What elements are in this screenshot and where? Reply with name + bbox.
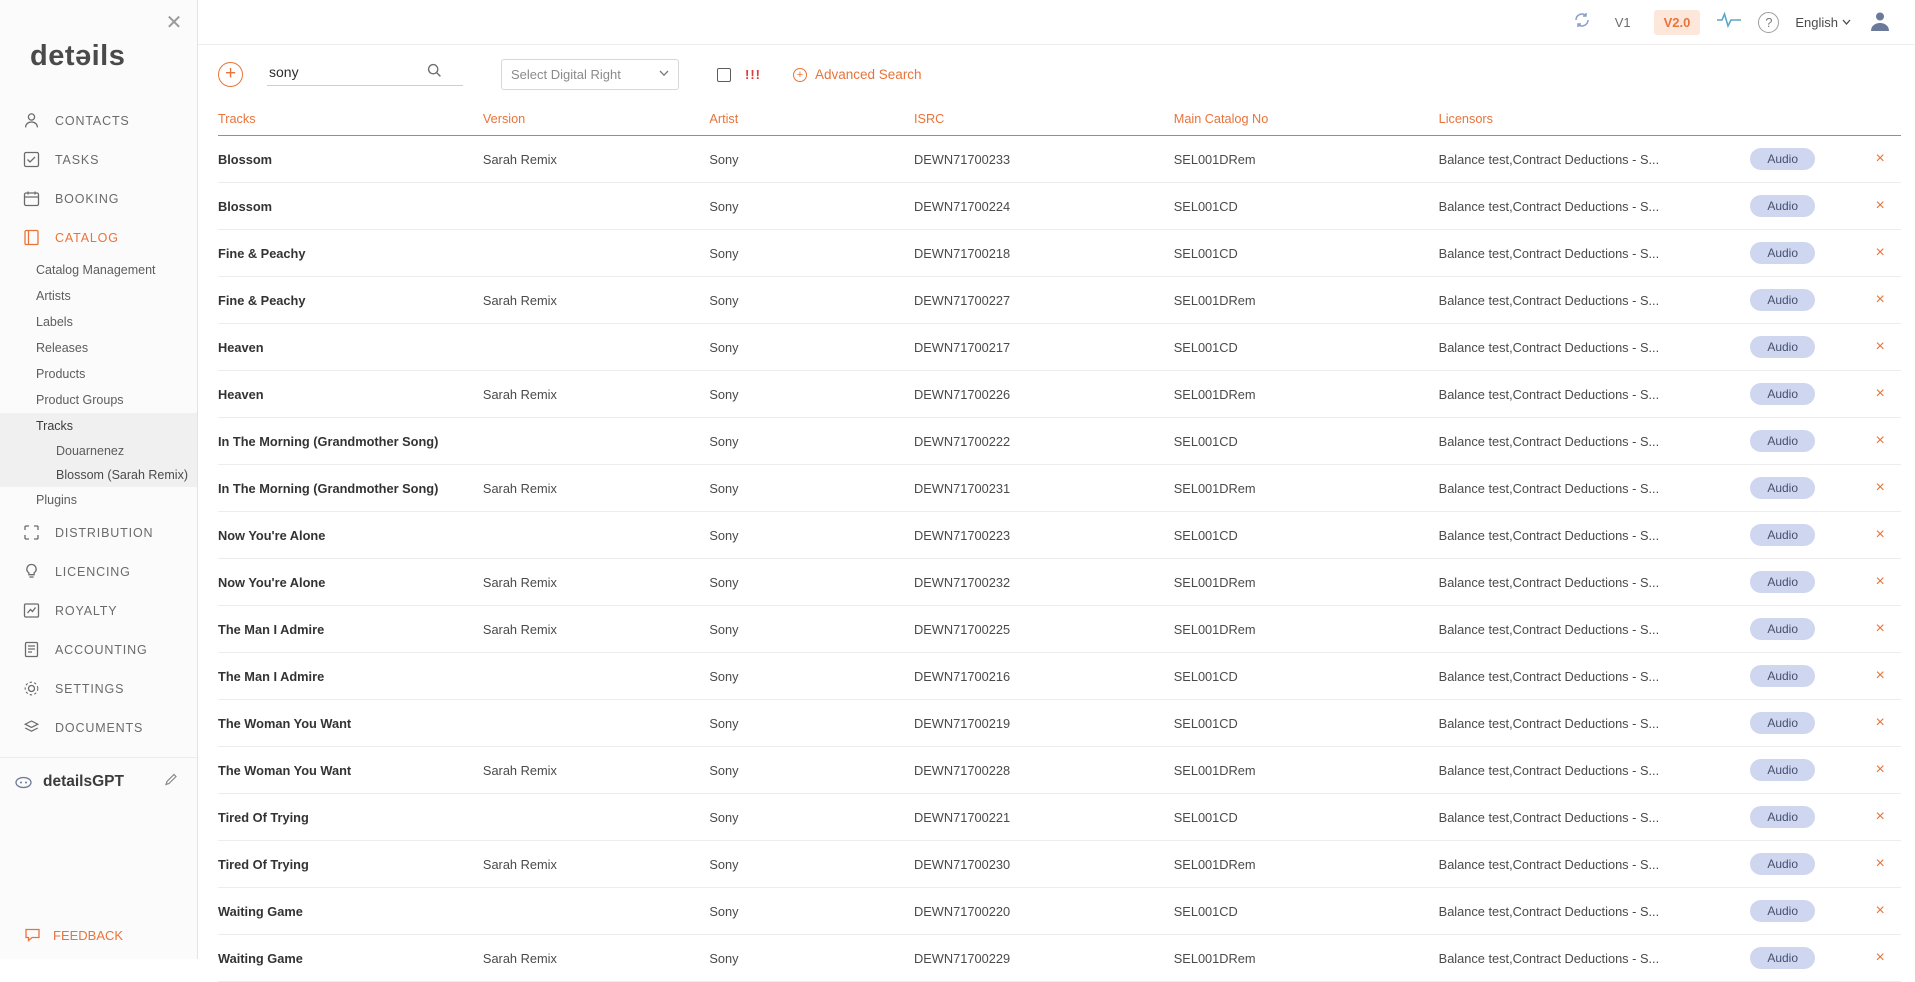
cell-artist: Sony (709, 841, 914, 888)
cell-isrc: DEWN71700229 (914, 935, 1174, 982)
cell-version (483, 512, 709, 559)
status-badge: Audio (1750, 242, 1815, 264)
cell-track[interactable]: The Woman You Want (218, 700, 483, 747)
cell-isrc: DEWN71700232 (914, 559, 1174, 606)
feedback-button[interactable] (0, 926, 123, 945)
sidebar-item-products[interactable]: Products (36, 367, 86, 381)
status-badge: Audio (1750, 336, 1815, 358)
cell-track[interactable]: Waiting Game (218, 888, 483, 935)
cell-catalog: SEL001CD (1174, 418, 1439, 465)
cell-type (1750, 559, 1859, 606)
catalog-submenu (0, 257, 197, 513)
cell-type (1750, 418, 1859, 465)
booking-icon (22, 189, 41, 208)
status-badge: Audio (1750, 148, 1815, 170)
cell-isrc: DEWN71700225 (914, 606, 1174, 653)
licencing-icon (22, 562, 41, 581)
language-label: English (1795, 14, 1838, 30)
details-gpt-label: detailsGPT (43, 773, 124, 790)
cell-artist: Sony (709, 230, 914, 277)
help-icon[interactable]: ? (1758, 12, 1779, 33)
column-header-isrc[interactable]: ISRC (914, 106, 1174, 136)
licensors-text: Balance test,Contract Deductions - S... (1438, 151, 1660, 167)
search-input[interactable] (267, 63, 427, 81)
catalog-icon (22, 228, 41, 247)
status-badge: Audio (1750, 853, 1815, 875)
table-row[interactable] (218, 606, 1901, 653)
sidebar-item-settings[interactable] (0, 669, 197, 708)
feedback-label: FEEDBACK (53, 928, 124, 943)
sidebar-item-label: DOCUMENTS (55, 720, 144, 735)
table-row[interactable] (218, 230, 1901, 277)
cell-version: Sarah Remix (483, 747, 709, 794)
column-header-tracks[interactable]: Tracks (218, 106, 483, 136)
remove-row-button[interactable]: × (1859, 888, 1901, 935)
cell-licensors (1439, 606, 1751, 653)
cell-track[interactable]: Heaven (218, 371, 483, 418)
cell-catalog: SEL001DRem (1174, 277, 1439, 324)
chevron-down-icon (1842, 19, 1851, 26)
licensors-text: Balance test,Contract Deductions - S... (1438, 574, 1660, 590)
licensors-text: Balance test,Contract Deductions - S... (1438, 292, 1660, 308)
cell-catalog: SEL001DRem (1174, 606, 1439, 653)
cell-version: Sarah Remix (483, 277, 709, 324)
table-row[interactable] (218, 653, 1901, 700)
column-header-main-catalog-no[interactable]: Main Catalog No (1174, 106, 1439, 136)
licensors-text: Balance test,Contract Deductions - S... (1438, 903, 1660, 919)
remove-row-button[interactable]: × (1859, 371, 1901, 418)
column-header-type (1750, 106, 1859, 136)
accounting-icon (22, 640, 41, 659)
status-badge: Audio (1750, 618, 1815, 640)
status-badge: Audio (1750, 947, 1815, 969)
cell-artist: Sony (709, 606, 914, 653)
sidebar-item-royalty[interactable] (0, 591, 197, 630)
cell-type (1750, 230, 1859, 277)
cell-catalog: SEL001CD (1174, 653, 1439, 700)
sidebar-item-distribution[interactable] (0, 513, 197, 552)
cell-track[interactable]: Blossom (218, 136, 483, 183)
add-track-button[interactable]: + (218, 62, 243, 87)
feedback-icon (24, 926, 43, 945)
cell-version (483, 794, 709, 841)
cell-catalog: SEL001DRem (1174, 935, 1439, 982)
cell-licensors (1439, 559, 1751, 606)
close-icon[interactable]: ✕ (165, 12, 183, 34)
cell-track[interactable]: The Man I Admire (218, 606, 483, 653)
licensors-text: Balance test,Contract Deductions - S... (1438, 480, 1660, 496)
royalty-icon (22, 601, 41, 620)
status-badge: Audio (1750, 477, 1815, 499)
table-row[interactable] (218, 935, 1901, 982)
status-badge: Audio (1750, 195, 1815, 217)
cell-type (1750, 747, 1859, 794)
cell-track[interactable]: Blossom (218, 183, 483, 230)
cell-catalog: SEL001DRem (1174, 559, 1439, 606)
status-badge: Audio (1750, 759, 1815, 781)
cell-type (1750, 277, 1859, 324)
plus-circle-icon: + (793, 68, 807, 82)
licensors-text: Balance test,Contract Deductions - S... (1438, 339, 1660, 355)
cell-isrc: DEWN71700218 (914, 230, 1174, 277)
cell-artist: Sony (709, 747, 914, 794)
cell-artist: Sony (709, 700, 914, 747)
sidebar-item-label: CATALOG (55, 230, 119, 245)
cell-licensors (1439, 324, 1751, 371)
cell-artist: Sony (709, 277, 914, 324)
licensors-text: Balance test,Contract Deductions - S... (1438, 809, 1660, 825)
status-badge: Audio (1750, 900, 1815, 922)
cell-isrc: DEWN71700226 (914, 371, 1174, 418)
search-box[interactable] (267, 63, 463, 86)
cell-catalog: SEL001DRem (1174, 465, 1439, 512)
cell-type (1750, 371, 1859, 418)
cell-version: Sarah Remix (483, 841, 709, 888)
cell-licensors (1439, 465, 1751, 512)
cell-licensors (1439, 888, 1751, 935)
sidebar-item-label: SETTINGS (55, 681, 125, 696)
status-badge: Audio (1750, 712, 1815, 734)
cell-artist: Sony (709, 136, 914, 183)
cell-artist: Sony (709, 888, 914, 935)
search-icon[interactable] (427, 63, 442, 81)
status-badge: Audio (1750, 383, 1815, 405)
sidebar-item-blossom-sarah-remix[interactable]: Blossom (Sarah Remix) (0, 463, 197, 487)
cell-isrc: DEWN71700228 (914, 747, 1174, 794)
cell-isrc: DEWN71700222 (914, 418, 1174, 465)
status-badge: Audio (1750, 430, 1815, 452)
cell-artist: Sony (709, 512, 914, 559)
gpt-icon (14, 773, 33, 792)
cell-version: Sarah Remix (483, 559, 709, 606)
cell-type (1750, 183, 1859, 230)
cell-type (1750, 606, 1859, 653)
documents-icon (22, 718, 41, 737)
cell-licensors (1439, 841, 1751, 888)
cell-version: Sarah Remix (483, 371, 709, 418)
cell-version (483, 324, 709, 371)
licensors-text: Balance test,Contract Deductions - S... (1438, 386, 1660, 402)
sidebar-item-label: LICENCING (55, 564, 131, 579)
cell-isrc: DEWN71700230 (914, 841, 1174, 888)
cell-version: Sarah Remix (483, 606, 709, 653)
column-header-version[interactable]: Version (483, 106, 709, 136)
cell-catalog: SEL001CD (1174, 794, 1439, 841)
table-row[interactable] (218, 841, 1901, 888)
status-badge: Audio (1750, 289, 1815, 311)
cell-isrc: DEWN71700217 (914, 324, 1174, 371)
cell-track[interactable]: The Man I Admire (218, 653, 483, 700)
cell-type (1750, 935, 1859, 982)
details-gpt-item[interactable] (0, 757, 197, 806)
cell-isrc: DEWN71700231 (914, 465, 1174, 512)
cell-artist: Sony (709, 794, 914, 841)
sidebar-item-product-groups[interactable]: Product Groups (36, 393, 124, 407)
top-bar (198, 0, 1915, 45)
table-row[interactable] (218, 794, 1901, 841)
remove-row-button[interactable]: × (1859, 606, 1901, 653)
sidebar-item-label: ROYALTY (55, 603, 118, 618)
cell-isrc: DEWN71700223 (914, 512, 1174, 559)
licensors-text: Balance test,Contract Deductions - S... (1438, 668, 1660, 684)
sidebar-item-catalog[interactable] (0, 218, 197, 257)
cell-type (1750, 700, 1859, 747)
cell-track[interactable]: Now You're Alone (218, 512, 483, 559)
table-row[interactable] (218, 465, 1901, 512)
sidebar-item-accounting[interactable] (0, 630, 197, 669)
sidebar-item-douarnenez[interactable]: Douarnenez (0, 439, 197, 463)
table-row[interactable] (218, 277, 1901, 324)
cell-version (483, 700, 709, 747)
cell-licensors (1439, 653, 1751, 700)
tasks-icon (22, 150, 41, 169)
cell-type (1750, 841, 1859, 888)
cell-isrc: DEWN71700219 (914, 700, 1174, 747)
cell-licensors (1439, 747, 1751, 794)
cell-type (1750, 512, 1859, 559)
remove-row-button[interactable]: × (1859, 230, 1901, 277)
sidebar-item-catalog-management[interactable]: Catalog Management (36, 263, 156, 277)
cell-type (1750, 888, 1859, 935)
cell-artist: Sony (709, 418, 914, 465)
cell-track[interactable]: Heaven (218, 324, 483, 371)
user-avatar-icon[interactable] (1867, 7, 1893, 38)
table-row[interactable] (218, 418, 1901, 465)
remove-row-button[interactable]: × (1859, 324, 1901, 371)
cell-version (483, 418, 709, 465)
remove-row-button[interactable]: × (1859, 747, 1901, 794)
select-all-checkbox[interactable] (717, 68, 731, 82)
tracks-table (218, 106, 1901, 982)
cell-licensors (1439, 230, 1751, 277)
cell-track[interactable]: In The Morning (Grandmother Song) (218, 465, 483, 512)
cell-catalog: SEL001CD (1174, 700, 1439, 747)
activity-pulse-icon[interactable] (1716, 10, 1742, 35)
sidebar-item-releases[interactable]: Releases (36, 341, 89, 355)
status-badge: Audio (1750, 571, 1815, 593)
cell-licensors (1439, 136, 1751, 183)
cell-track[interactable]: In The Morning (Grandmother Song) (218, 418, 483, 465)
warning-flag-icon[interactable]: !!! (745, 67, 761, 82)
cell-isrc: DEWN71700221 (914, 794, 1174, 841)
sidebar-item-label: CONTACTS (55, 113, 130, 128)
licensors-text: Balance test,Contract Deductions - S... (1438, 950, 1660, 966)
column-header-licensors[interactable]: Licensors (1439, 106, 1751, 136)
cell-artist: Sony (709, 465, 914, 512)
cell-catalog: SEL001CD (1174, 230, 1439, 277)
cell-type (1750, 136, 1859, 183)
table-header-row (218, 106, 1901, 136)
remove-row-button[interactable]: × (1859, 136, 1901, 183)
cell-licensors (1439, 935, 1751, 982)
settings-gear-icon (22, 679, 41, 698)
cell-artist: Sony (709, 935, 914, 982)
cell-catalog: SEL001CD (1174, 888, 1439, 935)
sidebar-item-documents[interactable] (0, 708, 197, 747)
tracks-table-area (198, 102, 1915, 982)
cell-licensors (1439, 512, 1751, 559)
remove-row-button[interactable]: × (1859, 653, 1901, 700)
brand-logo: detəils (30, 40, 126, 72)
table-row[interactable] (218, 700, 1901, 747)
sync-icon[interactable] (1572, 10, 1592, 35)
main-content (198, 0, 1915, 966)
cell-track[interactable]: Waiting Game (218, 935, 483, 982)
sidebar-nav (0, 99, 197, 806)
sidebar-item-artists[interactable]: Artists (36, 289, 71, 303)
status-badge: Audio (1750, 806, 1815, 828)
version-v1-button[interactable]: V1 (1614, 14, 1631, 30)
cell-isrc: DEWN71700216 (914, 653, 1174, 700)
cell-isrc: DEWN71700220 (914, 888, 1174, 935)
contacts-icon (22, 111, 41, 130)
cell-track[interactable]: Tired Of Trying (218, 794, 483, 841)
cell-track[interactable]: The Woman You Want (218, 747, 483, 794)
digital-right-placeholder: Select Digital Right (511, 67, 621, 82)
sidebar-item-label: TASKS (55, 152, 100, 167)
table-header (218, 106, 1901, 136)
cell-type (1750, 324, 1859, 371)
sidebar-item-tracks[interactable]: Tracks (0, 413, 197, 439)
licensors-text: Balance test,Contract Deductions - S... (1438, 198, 1660, 214)
cell-isrc: DEWN71700224 (914, 183, 1174, 230)
remove-row-button[interactable]: × (1859, 465, 1901, 512)
table-row[interactable] (218, 324, 1901, 371)
cell-version (483, 888, 709, 935)
remove-row-button[interactable]: × (1859, 794, 1901, 841)
advanced-search-button[interactable] (793, 67, 922, 82)
cell-artist: Sony (709, 183, 914, 230)
table-row[interactable] (218, 747, 1901, 794)
sidebar-item-contacts[interactable] (0, 101, 197, 140)
cell-artist: Sony (709, 653, 914, 700)
sidebar-item-labels[interactable]: Labels (36, 315, 73, 329)
cell-version: Sarah Remix (483, 465, 709, 512)
licensors-text: Balance test,Contract Deductions - S... (1438, 856, 1660, 872)
cell-catalog: SEL001CD (1174, 183, 1439, 230)
remove-row-button[interactable]: × (1859, 559, 1901, 606)
cell-licensors (1439, 418, 1751, 465)
cell-type (1750, 653, 1859, 700)
licensors-text: Balance test,Contract Deductions - S... (1438, 245, 1660, 261)
cell-track[interactable]: Fine & Peachy (218, 277, 483, 324)
licensors-text: Balance test,Contract Deductions - S... (1438, 762, 1660, 778)
remove-row-button[interactable]: × (1859, 183, 1901, 230)
cell-track[interactable]: Fine & Peachy (218, 230, 483, 277)
digital-right-select[interactable] (501, 59, 679, 90)
sidebar-item-booking[interactable] (0, 179, 197, 218)
remove-row-button[interactable]: × (1859, 277, 1901, 324)
cell-licensors (1439, 183, 1751, 230)
cell-version (483, 230, 709, 277)
sidebar-item-label: ACCOUNTING (55, 642, 148, 657)
cell-licensors (1439, 794, 1751, 841)
column-header-artist[interactable]: Artist (709, 106, 914, 136)
cell-version: Sarah Remix (483, 935, 709, 982)
cell-track[interactable]: Tired Of Trying (218, 841, 483, 888)
table-row[interactable] (218, 888, 1901, 935)
cell-licensors (1439, 371, 1751, 418)
remove-row-button[interactable]: × (1859, 841, 1901, 888)
cell-catalog: SEL001DRem (1174, 747, 1439, 794)
table-row[interactable] (218, 183, 1901, 230)
cell-type (1750, 794, 1859, 841)
cell-isrc: DEWN71700233 (914, 136, 1174, 183)
cell-artist: Sony (709, 371, 914, 418)
chevron-down-icon (659, 69, 669, 80)
status-badge: Audio (1750, 524, 1815, 546)
table-row[interactable] (218, 136, 1901, 183)
language-selector[interactable] (1795, 15, 1851, 30)
sidebar-item-label: BOOKING (55, 191, 120, 206)
cell-catalog: SEL001CD (1174, 512, 1439, 559)
table-row[interactable] (218, 512, 1901, 559)
sidebar-item-licencing[interactable] (0, 552, 197, 591)
remove-row-button[interactable]: × (1859, 512, 1901, 559)
cell-track[interactable]: Now You're Alone (218, 559, 483, 606)
sidebar-item-label: DISTRIBUTION (55, 525, 154, 540)
cell-version (483, 653, 709, 700)
distribution-icon (22, 523, 41, 542)
cell-artist: Sony (709, 559, 914, 606)
cell-licensors (1439, 277, 1751, 324)
advanced-search-label: Advanced Search (815, 67, 922, 82)
cell-catalog: SEL001DRem (1174, 136, 1439, 183)
table-body (218, 136, 1901, 982)
licensors-text: Balance test,Contract Deductions - S... (1438, 621, 1660, 637)
cell-licensors (1439, 700, 1751, 747)
table-row[interactable] (218, 559, 1901, 606)
cell-type (1750, 465, 1859, 512)
sidebar-item-plugins[interactable]: Plugins (36, 493, 77, 507)
remove-row-button[interactable]: × (1859, 700, 1901, 747)
sidebar (0, 0, 198, 959)
remove-row-button[interactable]: × (1859, 935, 1901, 982)
cell-catalog: SEL001DRem (1174, 371, 1439, 418)
status-badge: Audio (1750, 665, 1815, 687)
column-header-actions (1859, 106, 1901, 136)
toolbar (198, 45, 1915, 102)
cell-catalog: SEL001CD (1174, 324, 1439, 371)
edit-icon[interactable] (164, 772, 179, 792)
table-row[interactable] (218, 371, 1901, 418)
sidebar-item-tasks[interactable] (0, 140, 197, 179)
cell-artist: Sony (709, 324, 914, 371)
licensors-text: Balance test,Contract Deductions - S... (1438, 433, 1660, 449)
remove-row-button[interactable]: × (1859, 418, 1901, 465)
cell-version: Sarah Remix (483, 136, 709, 183)
licensors-text: Balance test,Contract Deductions - S... (1438, 527, 1660, 543)
cell-catalog: SEL001DRem (1174, 841, 1439, 888)
cell-version (483, 183, 709, 230)
version-v2-button[interactable]: V2.0 (1654, 10, 1701, 35)
licensors-text: Balance test,Contract Deductions - S... (1438, 715, 1660, 731)
cell-isrc: DEWN71700227 (914, 277, 1174, 324)
